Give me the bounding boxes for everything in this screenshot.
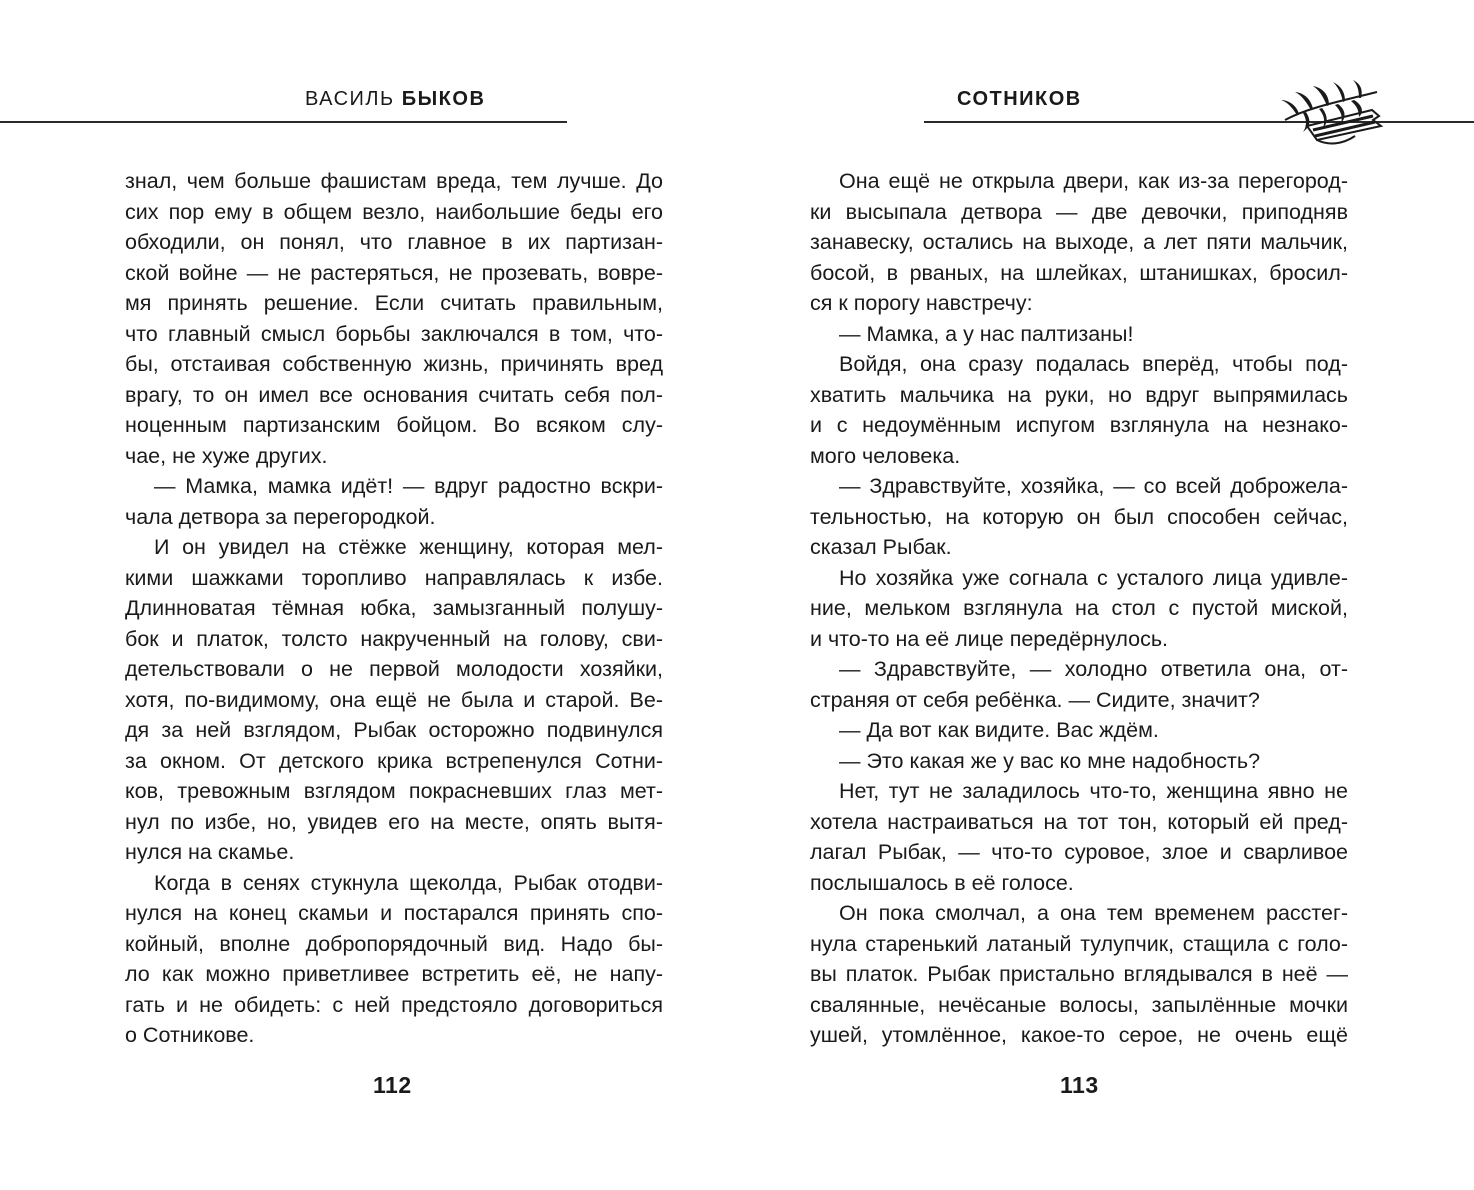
text-line: ков, тревожным взглядом покрасневших глаз мет- (125, 779, 663, 803)
text-line: Нет, тут не заладилось что-то, женщина явно не (839, 779, 1348, 803)
text-line: кими шажками торопливо направлялась к избе. (125, 565, 663, 590)
text-line: ской войне — не растеряться, не прозевать, вовре- (125, 260, 663, 285)
text-line: чала детвора за перегородкой. (125, 504, 436, 529)
text-line: — Да вот как видите. Вас ждём. (839, 718, 1159, 742)
page-number-left: 112 (373, 1072, 412, 1098)
text-line: занавеску, остались на выходе, а лет пяти мальчик, (810, 230, 1348, 254)
text-line: свалянные, нечёсаные волосы, запылённые мочки (810, 992, 1348, 1017)
text-line: тельностью, на которую он был способен сейчас, (810, 504, 1348, 529)
text-line: ноценным партизанским бойцом. Во всяком слу- (125, 413, 663, 437)
text-line: хотя, по-видимому, она ещё не была и старой. Ве- (125, 687, 663, 712)
text-line: ушей, утомлённое, какое-то серое, не очень ещё (810, 1023, 1348, 1047)
right-page-text (810, 166, 1348, 1051)
text-line: И он увидел на стёжке женщину, которая мел- (154, 535, 663, 559)
text-line: босой, в рваных, на шлейках, штанишках, бросил- (810, 260, 1348, 285)
text-line: Когда в сенях стукнула щеколда, Рыбак отодви- (154, 870, 663, 895)
text-line: — Здравствуйте, — холодно ответила она, от- (839, 657, 1348, 681)
text-line: бы, отстаивая собственную жизнь, причинять вред (125, 352, 663, 376)
text-line: обходили, он понял, что главное в их партизан- (125, 230, 663, 254)
text-line: сказал Рыбак. (810, 535, 952, 559)
text-line: нулся на конец скамьи и постарался принять спо- (125, 901, 663, 925)
text-line: чае, не хуже других. (125, 443, 328, 468)
text-line: — Мамка, а у нас палтизаны! (839, 321, 1134, 346)
right-page (737, 0, 1474, 1190)
text-line: хотела настраиваться на тот тон, который ей пред- (810, 809, 1348, 834)
text-line: и с недоумённым испугом взглянула на незнако- (810, 413, 1348, 437)
page-number-right: 113 (1060, 1072, 1099, 1098)
text-line: и что-то на её лице передёрнулось. (810, 626, 1169, 651)
header-rule (0, 121, 567, 123)
laurel-ribbon-ornament-icon (1277, 80, 1387, 146)
text-line: гать и не обидеть: с ней предстояло договориться (125, 992, 663, 1017)
text-line: нулся на скамье. (125, 840, 295, 864)
author-first-name: ВАСИЛЬ (305, 88, 395, 110)
text-line: ся к порогу навстречу: (810, 291, 1033, 315)
text-line: страняя от себя ребёнка. — Сидите, значит? (810, 687, 1260, 712)
running-head-author (305, 88, 485, 111)
text-line: за окном. От детского крика встрепенулся Сотни- (125, 748, 663, 773)
text-line: хватить мальчика на руки, но вдруг выпрямилась (810, 382, 1348, 407)
text-line: койный, вполне добропорядочный вид. Надо бы- (125, 931, 663, 956)
text-line: Она ещё не открыла двери, как из-за перегород- (839, 169, 1348, 193)
text-line: сих пор ему в общем везло, наибольшие беды его (125, 199, 663, 224)
text-line: нул по избе, но, увидев его на месте, опять вытя- (125, 809, 663, 834)
text-line: Но хозяйка уже согнала с усталого лица удивле- (839, 565, 1348, 590)
header-rule (924, 121, 1474, 123)
left-page-text (125, 166, 663, 1051)
running-head-title: СОТНИКОВ (957, 88, 1082, 110)
text-line: ло как можно приветливее встретить её, не напу- (125, 962, 663, 986)
text-line: нула старенький латаный тулупчик, стащила с голо- (810, 931, 1348, 956)
text-line: мя принять решение. Если считать правильным, (125, 291, 663, 315)
text-line: о Сотникове. (125, 1023, 255, 1047)
text-line: дя за ней взглядом, Рыбак осторожно подвинулся (125, 718, 663, 742)
text-line: Войдя, она сразу подалась вперёд, чтобы под- (839, 352, 1348, 376)
text-line: послышалось в её голосе. (810, 870, 1074, 895)
text-line: лагал Рыбак, — что-то суровое, злое и сварливое (810, 840, 1348, 864)
text-line: врагу, то он имел все основания считать себя пол- (125, 382, 663, 407)
text-line: — Здравствуйте, хозяйка, — со всей доброжела- (839, 474, 1348, 498)
text-line: знал, чем больше фашистам вреда, тем лучше. До (125, 169, 663, 193)
text-line: вы платок. Рыбак пристально вглядывался в неё — (810, 962, 1348, 986)
text-line: что главный смысл борьбы заключался в том, что- (125, 321, 663, 346)
text-line: Длинноватая тёмная юбка, замызганный полушу- (125, 596, 663, 620)
text-line: ние, мельком взглянула на стол с пустой миской, (810, 596, 1348, 620)
text-line: мого человека. (810, 443, 961, 468)
text-line: детельствовали о не первой молодости хозяйки, (125, 657, 663, 681)
text-line: бок и платок, толсто накрученный на голову, сви- (125, 626, 663, 651)
text-line: — Мамка, мамка идёт! — вдруг радостно вскри- (154, 474, 663, 498)
text-line: ки высыпала детвора — две девочки, приподняв (810, 199, 1348, 224)
text-line: Он пока смолчал, а она тем временем расстег- (839, 901, 1348, 925)
author-last-name: БЫКОВ (401, 88, 486, 110)
text-line: — Это какая же у вас ко мне надобность? (839, 748, 1261, 773)
